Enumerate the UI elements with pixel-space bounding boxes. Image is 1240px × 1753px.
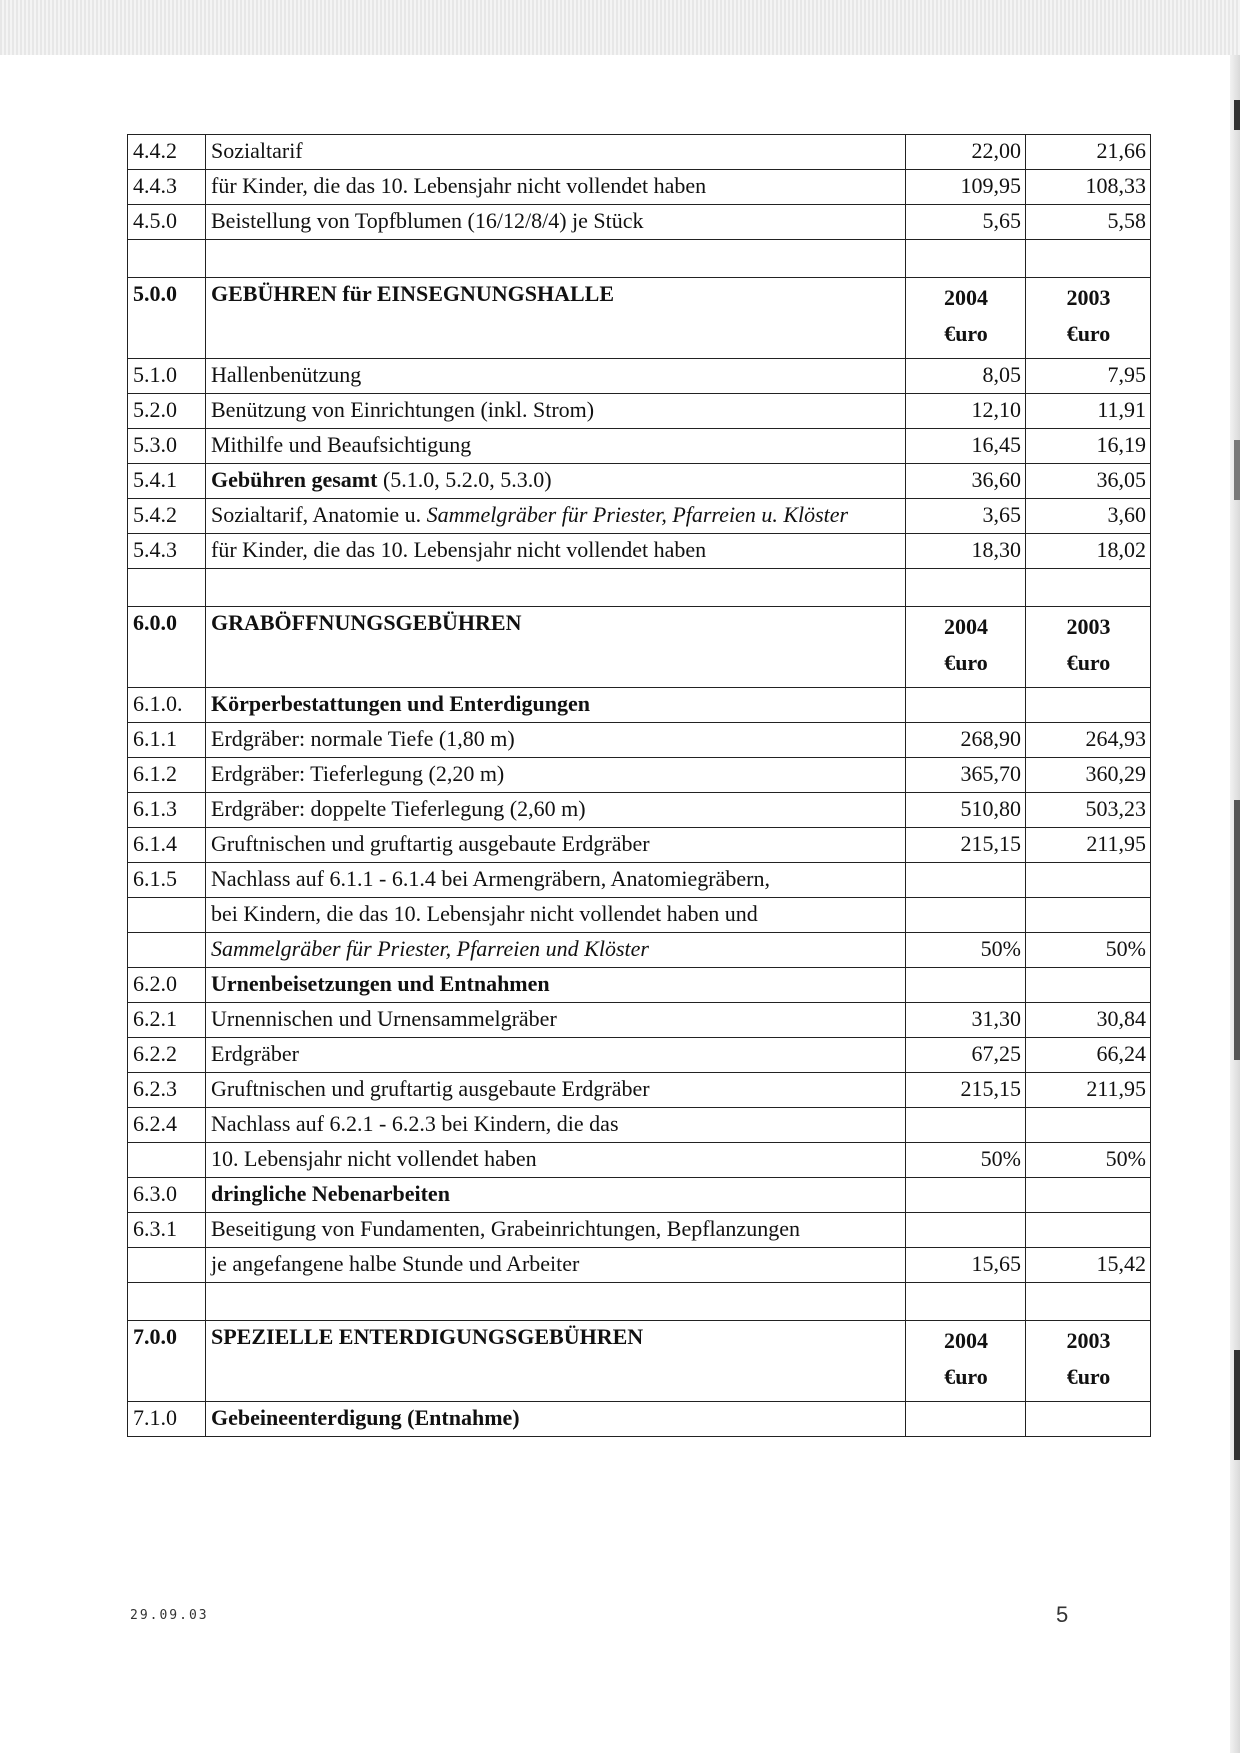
item-description-text: Urnennischen und Urnensammelgräber xyxy=(211,1006,557,1031)
item-description-bold: Gebeineenterdigung (Entnahme) xyxy=(211,1405,520,1430)
value-2003 xyxy=(1026,359,1151,394)
value-2004 xyxy=(906,1038,1026,1073)
section-title-text: SPEZIELLE ENTERDIGUNGSGEBÜHREN xyxy=(211,1324,644,1349)
item-description-text: Erdgräber: Tieferlegung (2,20 m) xyxy=(211,761,505,786)
value-2003 xyxy=(1026,1248,1151,1283)
value-2004 xyxy=(906,1402,1026,1437)
section-code xyxy=(128,607,206,688)
item-code-text: 5.2.0 xyxy=(133,397,177,422)
item-description-bold: dringliche Nebenarbeiten xyxy=(211,1181,450,1206)
value-2003-text: 360,29 xyxy=(1085,761,1146,786)
spacer-cell xyxy=(1026,569,1151,607)
table-row xyxy=(128,933,1151,968)
item-description xyxy=(206,1248,906,1283)
value-2003 xyxy=(1026,1003,1151,1038)
value-2003 xyxy=(1026,429,1151,464)
table-row xyxy=(128,1108,1151,1143)
value-2004 xyxy=(906,1073,1026,1108)
year-2004-header xyxy=(906,1321,1026,1402)
spacer-cell xyxy=(906,1283,1026,1321)
item-code xyxy=(128,205,206,240)
value-2003 xyxy=(1026,1038,1151,1073)
item-description-text: Mithilfe und Beaufsichtigung xyxy=(211,432,472,457)
item-code-text: 7.1.0 xyxy=(133,1405,177,1430)
item-code-text: 4.5.0 xyxy=(133,208,177,233)
item-code-text: 6.1.3 xyxy=(133,796,177,821)
item-description xyxy=(206,1213,906,1248)
item-description xyxy=(206,828,906,863)
year-label: 2004 xyxy=(944,285,988,310)
item-code xyxy=(128,863,206,898)
value-2004 xyxy=(906,933,1026,968)
spacer-cell xyxy=(128,1283,206,1321)
item-code xyxy=(128,968,206,1003)
item-description xyxy=(206,688,906,723)
value-2004 xyxy=(906,135,1026,170)
currency-label: €uro xyxy=(1066,650,1111,675)
item-code xyxy=(128,793,206,828)
item-description xyxy=(206,1038,906,1073)
value-2003 xyxy=(1026,968,1151,1003)
value-2004 xyxy=(906,359,1026,394)
value-2003 xyxy=(1026,793,1151,828)
value-2004 xyxy=(906,723,1026,758)
table-row xyxy=(128,968,1151,1003)
value-2003 xyxy=(1026,1073,1151,1108)
value-2004-text: 18,30 xyxy=(971,537,1021,562)
section-title xyxy=(206,278,906,359)
item-code xyxy=(128,429,206,464)
item-code-text: 5.3.0 xyxy=(133,432,177,457)
table-row xyxy=(128,394,1151,429)
scan-top-band xyxy=(0,0,1240,55)
value-2003-text: 18,02 xyxy=(1096,537,1146,562)
section-header-row xyxy=(128,278,1151,359)
item-code-text: 6.1.4 xyxy=(133,831,177,856)
value-2004 xyxy=(906,1213,1026,1248)
value-2003 xyxy=(1026,534,1151,569)
table-row xyxy=(128,898,1151,933)
spacer-cell xyxy=(206,240,906,278)
item-code xyxy=(128,1073,206,1108)
table-row xyxy=(128,1178,1151,1213)
value-2004 xyxy=(906,758,1026,793)
value-2004-text: 50% xyxy=(980,936,1021,961)
currency-label: €uro xyxy=(944,650,988,675)
item-code xyxy=(128,758,206,793)
scan-edge-mark xyxy=(1234,440,1240,500)
item-code-text: 4.4.3 xyxy=(133,173,177,198)
item-code xyxy=(128,394,206,429)
value-2004 xyxy=(906,968,1026,1003)
item-description xyxy=(206,499,906,534)
value-2004-text: 16,45 xyxy=(971,432,1021,457)
table-row xyxy=(128,170,1151,205)
value-2004-text: 12,10 xyxy=(971,397,1021,422)
item-code xyxy=(128,464,206,499)
table-row xyxy=(128,464,1151,499)
item-description-text: (5.1.0, 5.2.0, 5.3.0) xyxy=(377,467,552,492)
value-2004 xyxy=(906,1108,1026,1143)
item-code xyxy=(128,1003,206,1038)
value-2003-text: 108,33 xyxy=(1085,173,1146,198)
year-2003-header xyxy=(1026,278,1151,359)
item-description-text: Benützung von Einrichtungen (inkl. Strom) xyxy=(211,397,595,422)
page-number: 5 xyxy=(1056,1602,1069,1627)
value-2004 xyxy=(906,394,1026,429)
value-2003 xyxy=(1026,688,1151,723)
value-2004-text: 22,00 xyxy=(971,138,1021,163)
currency-label: €uro xyxy=(944,321,988,346)
item-description xyxy=(206,863,906,898)
currency-label: €uro xyxy=(1066,321,1111,346)
item-code-text: 4.4.2 xyxy=(133,138,177,163)
value-2003 xyxy=(1026,863,1151,898)
value-2003 xyxy=(1026,1143,1151,1178)
item-description xyxy=(206,723,906,758)
year-label: 2003 xyxy=(1066,614,1111,639)
currency-label: €uro xyxy=(944,1364,988,1389)
value-2004-text: 365,70 xyxy=(960,761,1021,786)
value-2003-text: 36,05 xyxy=(1096,467,1146,492)
table-row xyxy=(128,863,1151,898)
section-title xyxy=(206,1321,906,1402)
item-description-text: Nachlass auf 6.2.1 - 6.2.3 bei Kindern, die das xyxy=(211,1111,619,1136)
spacer-cell xyxy=(1026,1283,1151,1321)
year-2003-header xyxy=(1026,1321,1151,1402)
value-2004-text: 8,05 xyxy=(982,362,1021,387)
item-code xyxy=(128,1248,206,1283)
item-description-text: je angefangene halbe Stunde und Arbeiter xyxy=(211,1251,580,1276)
item-code xyxy=(128,1178,206,1213)
value-2004-text: 31,30 xyxy=(971,1006,1021,1031)
table-row xyxy=(128,359,1151,394)
item-description-text: Gruftnischen und gruftartig ausgebaute Erdgräber xyxy=(211,1076,650,1101)
item-code xyxy=(128,499,206,534)
value-2004-text: 50% xyxy=(980,1146,1021,1171)
section-title xyxy=(206,607,906,688)
value-2003 xyxy=(1026,205,1151,240)
item-code xyxy=(128,135,206,170)
value-2003-text: 5,58 xyxy=(1107,208,1146,233)
spacer-row xyxy=(128,569,1151,607)
item-description-text: Erdgräber: normale Tiefe (1,80 m) xyxy=(211,726,515,751)
section-code-text: 7.0.0 xyxy=(133,1324,177,1349)
item-description xyxy=(206,933,906,968)
item-code xyxy=(128,898,206,933)
table-row xyxy=(128,688,1151,723)
section-title-text: GRABÖFFNUNGSGEBÜHREN xyxy=(211,610,522,635)
value-2003 xyxy=(1026,170,1151,205)
item-description xyxy=(206,1178,906,1213)
item-code xyxy=(128,359,206,394)
item-code-text: 6.2.4 xyxy=(133,1111,177,1136)
value-2004 xyxy=(906,1143,1026,1178)
value-2004-text: 268,90 xyxy=(960,726,1021,751)
spacer-cell xyxy=(906,240,1026,278)
value-2003-text: 30,84 xyxy=(1096,1006,1146,1031)
item-description-bold: Gebühren gesamt xyxy=(211,467,378,492)
item-code-text: 6.1.2 xyxy=(133,761,177,786)
value-2004-text: 36,60 xyxy=(971,467,1021,492)
item-code xyxy=(128,1108,206,1143)
value-2003 xyxy=(1026,1178,1151,1213)
value-2003-text: 7,95 xyxy=(1107,362,1146,387)
table-row xyxy=(128,1402,1151,1437)
value-2003 xyxy=(1026,135,1151,170)
value-2003 xyxy=(1026,499,1151,534)
value-2004 xyxy=(906,828,1026,863)
item-code-text: 6.2.2 xyxy=(133,1041,177,1066)
value-2003-text: 21,66 xyxy=(1096,138,1146,163)
item-description-text: Sozialtarif xyxy=(211,138,303,163)
value-2004-text: 215,15 xyxy=(960,1076,1021,1101)
value-2004-text: 215,15 xyxy=(960,831,1021,856)
item-code-text: 5.1.0 xyxy=(133,362,177,387)
value-2004 xyxy=(906,205,1026,240)
value-2003-text: 3,60 xyxy=(1107,502,1146,527)
item-description xyxy=(206,968,906,1003)
item-code-text: 5.4.3 xyxy=(133,537,177,562)
value-2004-text: 15,65 xyxy=(971,1251,1021,1276)
value-2003 xyxy=(1026,1213,1151,1248)
value-2004-text: 510,80 xyxy=(960,796,1021,821)
item-code-text: 6.3.0 xyxy=(133,1181,177,1206)
item-code-text: 6.2.0 xyxy=(133,971,177,996)
item-code xyxy=(128,933,206,968)
item-description-text: 10. Lebensjahr nicht vollendet haben xyxy=(211,1146,537,1171)
fee-table-body xyxy=(128,135,1151,1437)
table-row xyxy=(128,534,1151,569)
item-code-text: 6.1.1 xyxy=(133,726,177,751)
year-2004-header xyxy=(906,607,1026,688)
item-description xyxy=(206,394,906,429)
item-code xyxy=(128,1143,206,1178)
item-description-text: bei Kindern, die das 10. Lebensjahr nicht vollendet haben und xyxy=(211,901,758,926)
value-2004 xyxy=(906,793,1026,828)
item-description xyxy=(206,464,906,499)
item-code xyxy=(128,723,206,758)
value-2003-text: 211,95 xyxy=(1086,831,1146,856)
value-2003 xyxy=(1026,464,1151,499)
spacer-row xyxy=(128,240,1151,278)
item-description xyxy=(206,793,906,828)
value-2004-text: 3,65 xyxy=(982,502,1021,527)
fee-table xyxy=(127,134,1151,1437)
spacer-row xyxy=(128,1283,1151,1321)
table-row xyxy=(128,205,1151,240)
item-description xyxy=(206,205,906,240)
value-2003-text: 503,23 xyxy=(1085,796,1146,821)
item-code-text: 6.1.5 xyxy=(133,866,177,891)
table-row xyxy=(128,1143,1151,1178)
table-row xyxy=(128,1038,1151,1073)
value-2003 xyxy=(1026,1108,1151,1143)
table-row xyxy=(128,1213,1151,1248)
scan-edge-mark xyxy=(1234,1350,1240,1460)
item-code xyxy=(128,534,206,569)
item-code xyxy=(128,1402,206,1437)
item-description-text: Erdgräber xyxy=(211,1041,299,1066)
value-2003 xyxy=(1026,758,1151,793)
year-label: 2003 xyxy=(1066,285,1111,310)
scan-edge-mark xyxy=(1234,800,1240,1060)
item-description xyxy=(206,1108,906,1143)
item-code-text: 5.4.1 xyxy=(133,467,177,492)
item-description xyxy=(206,1003,906,1038)
section-code xyxy=(128,278,206,359)
spacer-cell xyxy=(906,569,1026,607)
value-2003 xyxy=(1026,723,1151,758)
item-description xyxy=(206,429,906,464)
value-2004 xyxy=(906,534,1026,569)
value-2003-text: 15,42 xyxy=(1096,1251,1146,1276)
value-2003 xyxy=(1026,898,1151,933)
value-2004 xyxy=(906,170,1026,205)
spacer-cell xyxy=(128,569,206,607)
item-description-text: für Kinder, die das 10. Lebensjahr nicht vollendet haben xyxy=(211,537,707,562)
item-description xyxy=(206,898,906,933)
item-code-text: 6.2.3 xyxy=(133,1076,177,1101)
year-label: 2004 xyxy=(944,1328,988,1353)
table-row xyxy=(128,1073,1151,1108)
section-title-text: GEBÜHREN für EINSEGNUNGSHALLE xyxy=(211,281,615,306)
section-code-text: 6.0.0 xyxy=(133,610,177,635)
item-description-bold: Körperbestattungen und Enterdigungen xyxy=(211,691,590,716)
item-code xyxy=(128,828,206,863)
item-description-text: Sozialtarif, Anatomie u. xyxy=(211,502,427,527)
year-2003-header xyxy=(1026,607,1151,688)
table-row xyxy=(128,723,1151,758)
table-row xyxy=(128,429,1151,464)
value-2003-text: 66,24 xyxy=(1096,1041,1146,1066)
value-2003-text: 50% xyxy=(1105,936,1146,961)
section-header-row xyxy=(128,607,1151,688)
item-description-bold: Urnenbeisetzungen und Entnahmen xyxy=(211,971,550,996)
table-row xyxy=(128,828,1151,863)
table-row xyxy=(128,1003,1151,1038)
item-description-italic: Sammelgräber für Priester, Pfarreien und Klöster xyxy=(211,936,649,961)
value-2004 xyxy=(906,1003,1026,1038)
value-2004 xyxy=(906,499,1026,534)
item-description-text: Gruftnischen und gruftartig ausgebaute Erdgräber xyxy=(211,831,650,856)
item-code xyxy=(128,1038,206,1073)
section-code xyxy=(128,1321,206,1402)
spacer-cell xyxy=(206,1283,906,1321)
value-2004 xyxy=(906,429,1026,464)
item-description-text: Nachlass auf 6.1.1 - 6.1.4 bei Armengräbern, Anatomiegräbern, xyxy=(211,866,770,891)
value-2004 xyxy=(906,464,1026,499)
table-row xyxy=(128,1248,1151,1283)
value-2004 xyxy=(906,1248,1026,1283)
spacer-cell xyxy=(206,569,906,607)
value-2004-text: 67,25 xyxy=(971,1041,1021,1066)
value-2003 xyxy=(1026,394,1151,429)
year-label: 2003 xyxy=(1066,1328,1111,1353)
item-description xyxy=(206,758,906,793)
item-description xyxy=(206,170,906,205)
currency-label: €uro xyxy=(1066,1364,1111,1389)
item-description-text: Erdgräber: doppelte Tieferlegung (2,60 m) xyxy=(211,796,586,821)
year-2004-header xyxy=(906,278,1026,359)
item-code xyxy=(128,688,206,723)
value-2003-text: 264,93 xyxy=(1085,726,1146,751)
item-description xyxy=(206,534,906,569)
scan-edge-mark xyxy=(1234,100,1240,130)
value-2003-text: 11,91 xyxy=(1097,397,1146,422)
item-code-text: 5.4.2 xyxy=(133,502,177,527)
spacer-cell xyxy=(1026,240,1151,278)
value-2003 xyxy=(1026,933,1151,968)
value-2003-text: 50% xyxy=(1105,1146,1146,1171)
value-2004 xyxy=(906,863,1026,898)
value-2003 xyxy=(1026,828,1151,863)
item-code-text: 6.3.1 xyxy=(133,1216,177,1241)
year-label: 2004 xyxy=(944,614,988,639)
table-row xyxy=(128,793,1151,828)
item-description-text: Hallenbenützung xyxy=(211,362,362,387)
table-row xyxy=(128,499,1151,534)
table-row xyxy=(128,758,1151,793)
item-code xyxy=(128,170,206,205)
item-code-text: 6.1.0. xyxy=(133,691,183,716)
item-description xyxy=(206,1402,906,1437)
value-2004-text: 5,65 xyxy=(982,208,1021,233)
section-code-text: 5.0.0 xyxy=(133,281,177,306)
item-description-italic: Sammelgräber für Priester, Pfarreien u. Klöster xyxy=(426,502,849,527)
item-description xyxy=(206,135,906,170)
value-2003-text: 211,95 xyxy=(1086,1076,1146,1101)
item-description-text: für Kinder, die das 10. Lebensjahr nicht vollendet haben xyxy=(211,173,707,198)
value-2003 xyxy=(1026,1402,1151,1437)
item-description xyxy=(206,1073,906,1108)
section-header-row xyxy=(128,1321,1151,1402)
spacer-cell xyxy=(128,240,206,278)
table-row xyxy=(128,135,1151,170)
item-description xyxy=(206,1143,906,1178)
value-2004 xyxy=(906,1178,1026,1213)
item-description-text: Beseitigung von Fundamenten, Grabeinrichtungen, Bepflanzungen xyxy=(211,1216,800,1241)
item-description-text: Beistellung von Topfblumen (16/12/8/4) je Stück xyxy=(211,208,644,233)
item-code-text: 6.2.1 xyxy=(133,1006,177,1031)
value-2004 xyxy=(906,688,1026,723)
value-2004-text: 109,95 xyxy=(960,173,1021,198)
item-code xyxy=(128,1213,206,1248)
footer-date: 29.09.03 xyxy=(130,1608,209,1623)
item-description xyxy=(206,359,906,394)
value-2004 xyxy=(906,898,1026,933)
value-2003-text: 16,19 xyxy=(1096,432,1146,457)
